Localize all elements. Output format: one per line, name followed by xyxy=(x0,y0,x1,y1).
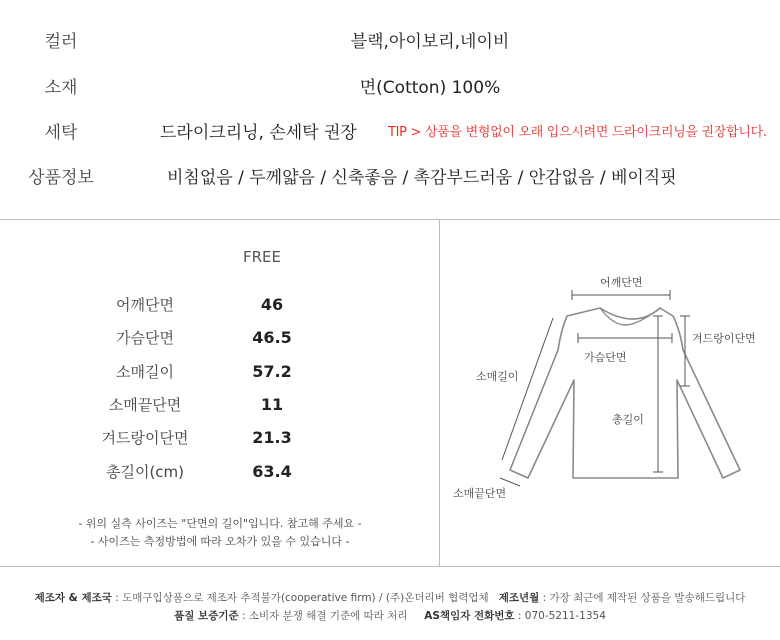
diagram-length-label: 총길이 xyxy=(612,413,644,426)
color-label: 컬러 xyxy=(44,32,78,52)
size-label: 총길이(cm) xyxy=(105,463,185,481)
footer-line-1 xyxy=(0,590,780,605)
size-row-length xyxy=(60,459,320,485)
info-row-material xyxy=(0,73,780,103)
size-value: 57.2 xyxy=(252,362,292,381)
footer-date-label: 제조년월 xyxy=(498,592,540,604)
footer-quality-text: : 소비자 분쟁 해결 기준에 따라 처리 xyxy=(238,610,408,622)
footer-line-2 xyxy=(0,608,780,623)
footer-maker-label: 제조자 & 제조국 xyxy=(34,592,112,604)
info-row-details xyxy=(0,163,780,193)
tshirt-sketch xyxy=(440,220,780,566)
diagram-shoulder-label: 어깨단면 xyxy=(600,276,643,289)
size-row-cuff xyxy=(60,392,320,418)
footer-as-label: AS책임자 전화번호 xyxy=(424,610,515,622)
size-value: 21.3 xyxy=(252,428,292,447)
size-value: 11 xyxy=(260,395,284,414)
diagram-armpit-label: 겨드랑이단면 xyxy=(692,332,756,345)
size-value: 46.5 xyxy=(252,328,292,347)
footer-date-text: : 가장 최근에 제작된 상품을 발송해드립니다 xyxy=(539,592,746,604)
diagram-cuff-label: 소매끝단면 xyxy=(453,487,507,500)
size-row-shoulder xyxy=(60,292,320,318)
section-divider-bottom xyxy=(0,566,780,567)
info-row-washing xyxy=(0,118,780,148)
washing-label: 세탁 xyxy=(44,123,78,143)
diagram-chest-label: 가슴단면 xyxy=(584,351,627,364)
material-value: 면(Cotton) 100% xyxy=(359,78,501,98)
details-value: 비침없음 / 두께얇음 / 신축좋음 / 촉감부드러움 / 안감없음 / 베이직핏 xyxy=(167,168,677,188)
footer-as-text: : 070-5211-1354 xyxy=(514,610,606,622)
size-column-header: FREE xyxy=(242,248,281,266)
info-row-color xyxy=(0,27,780,57)
washing-tip: TIP > 상품을 변형없이 오래 입으시려면 드라이크리닝을 권장합니다. xyxy=(388,125,767,140)
size-value: 46 xyxy=(260,295,284,314)
size-label: 어깨단면 xyxy=(116,296,174,314)
size-note: - 위의 실측 사이즈는 "단면의 길이"입니다. 참고해 주세요 - xyxy=(78,517,362,530)
size-value: 63.4 xyxy=(252,462,292,481)
garment-diagram xyxy=(440,220,780,566)
footer-quality-label: 품질 보증기준 xyxy=(174,610,239,622)
size-row-sleeve xyxy=(60,359,320,385)
size-row-armpit xyxy=(60,425,320,451)
material-label: 소재 xyxy=(44,78,78,98)
washing-value: 드라이크리닝, 손세탁 권장 xyxy=(160,123,357,143)
size-label: 가슴단면 xyxy=(116,329,174,347)
size-label: 소매끝단면 xyxy=(108,396,182,414)
size-label: 겨드랑이단면 xyxy=(101,429,189,447)
footer-maker-text: : 도매구입상품으로 제조자 추적불가(cooperative firm) / (주)온더리버 협력업체 xyxy=(111,592,489,604)
size-note: - 사이즈는 측정방법에 따라 오차가 있을 수 있습니다 - xyxy=(90,535,350,548)
details-label: 상품정보 xyxy=(28,168,94,188)
color-value: 블랙,아이보리,네이비 xyxy=(350,32,510,52)
size-label: 소매길이 xyxy=(116,363,174,381)
size-row-chest xyxy=(60,325,320,351)
diagram-sleeve-label: 소매길이 xyxy=(476,370,519,383)
